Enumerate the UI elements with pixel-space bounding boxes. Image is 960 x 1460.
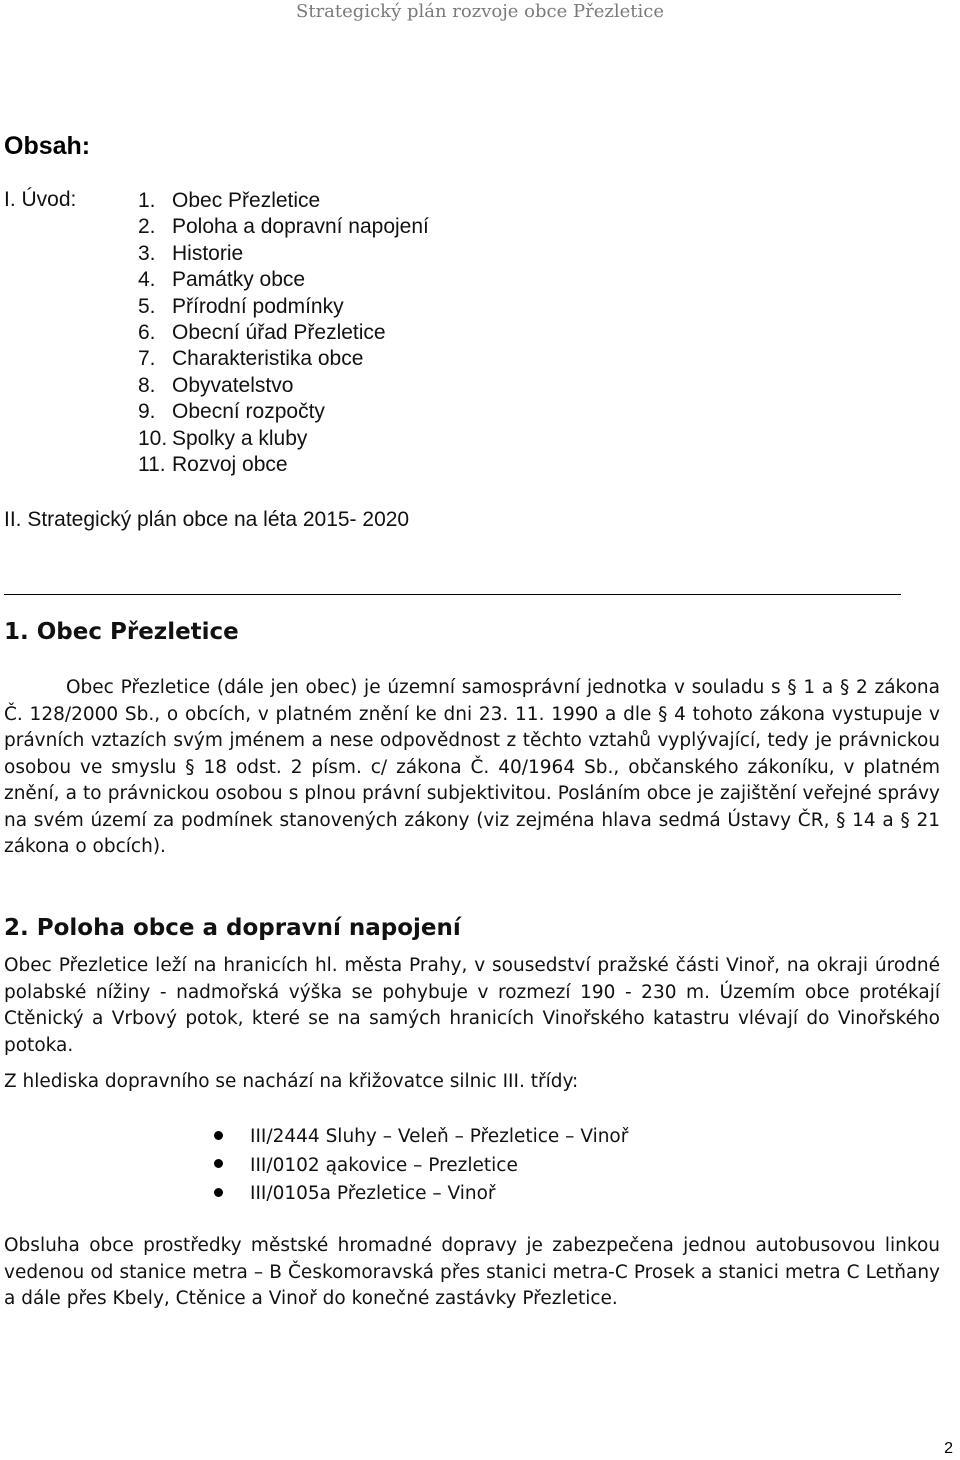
section1-text: Obec Přezletice (dále jen obec) je územní samosprávní jednotka v souladu s § 1 a § 2 zákona Č. 128/2000 Sb., o obcích, v platném znění ke dni 23. 11. 1990 a dle § 4 tohoto zákona vystupuje v právních vztazích svým jménem a nese odpovědnost z těchto vztahů vyplývající, tedy je právnickou osobou ve smyslu § 18 odst. 2 písm. c/ zákona Č. 40/1964 Sb., občanského zákoníku, v platném znění, a to právnickou osobou s plnou právní subjektivitou. Posláním obce je zajištění veřejné správy na svém území za podmínek stanovených zákony (viz zejména hlava sedmá Ústavy ČR, § 14 a § 21 zákona o obcích). xyxy=(4,677,940,857)
table-of-contents xyxy=(138,188,429,478)
section2-title: 2. Poloha obce a dopravní napojení xyxy=(4,915,461,941)
contents-heading: Obsah: xyxy=(4,132,91,160)
section2-para2: Z hlediska dopravního se nachází na křižovatce silnic III. třídy: xyxy=(4,1071,579,1092)
page-number: 2 xyxy=(944,1440,953,1457)
toc-item: 2. Poloha a dopravní napojení xyxy=(138,215,429,239)
section2-para3: Obsluha obce prostředky městské hromadné dopravy je zabezpečena jednou autobusovou linkou vedenou od stanice metra – B Českomoravská přes stanici metra-C Prosek a stanici metra C Letňany a dále přes Kbely, Ctěnice a Vinoř do konečné zastávky Přezletice. xyxy=(4,1235,940,1309)
toc-item: 1. Obec Přezletice xyxy=(138,189,321,212)
toc-item: 7. Charakteristika obce xyxy=(138,347,364,371)
toc-item: 9. Obecní rozpočty xyxy=(138,400,325,424)
toc-item: 11. Rozvoj obce xyxy=(138,452,288,476)
toc-item: 4. Památky obce xyxy=(138,268,306,292)
page-header: Strategický plán rozvoje obce Přezletice xyxy=(296,1,664,22)
bullet-icon xyxy=(214,1159,223,1168)
toc-item: 5. Přírodní podmínky xyxy=(138,294,344,318)
roads-list xyxy=(214,1123,628,1209)
horizontal-rule xyxy=(4,594,901,595)
toc-item: 3. Historie xyxy=(138,241,244,265)
part2-label: II. Strategický plán obce na léta 2015- 2020 xyxy=(4,508,410,531)
part1-label: I. Úvod: xyxy=(4,188,77,211)
toc-item: 10. Spolky a kluby xyxy=(138,426,308,450)
list-item: III/2444 Sluhy – Veleň – Přezletice – Vinoř xyxy=(214,1123,628,1152)
section2-para1: Obec Přezletice leží na hranicích hl. města Prahy, v sousedství pražské části Vinoř, na okraji úrodné polabské nížiny - nadmořská výška se pohybuje v rozmezí 190 - 230 m. Územím obce protékají Ctěnický a Vrbový potok, které se na samých hranicích Vinořského katastru vlévají do Vinořského potoka. xyxy=(4,955,940,1056)
bullet-icon xyxy=(214,1188,223,1197)
toc-item: 8. Obyvatelstvo xyxy=(138,373,294,397)
list-item: III/0102 ąakovice – Prezletice xyxy=(214,1152,628,1181)
toc-item: 6. Obecní úřad Přezletice xyxy=(138,320,386,344)
section1-title: 1. Obec Přezletice xyxy=(4,619,239,645)
bullet-icon xyxy=(214,1131,223,1140)
list-item: III/0105a Přezletice – Vinoř xyxy=(214,1180,628,1209)
